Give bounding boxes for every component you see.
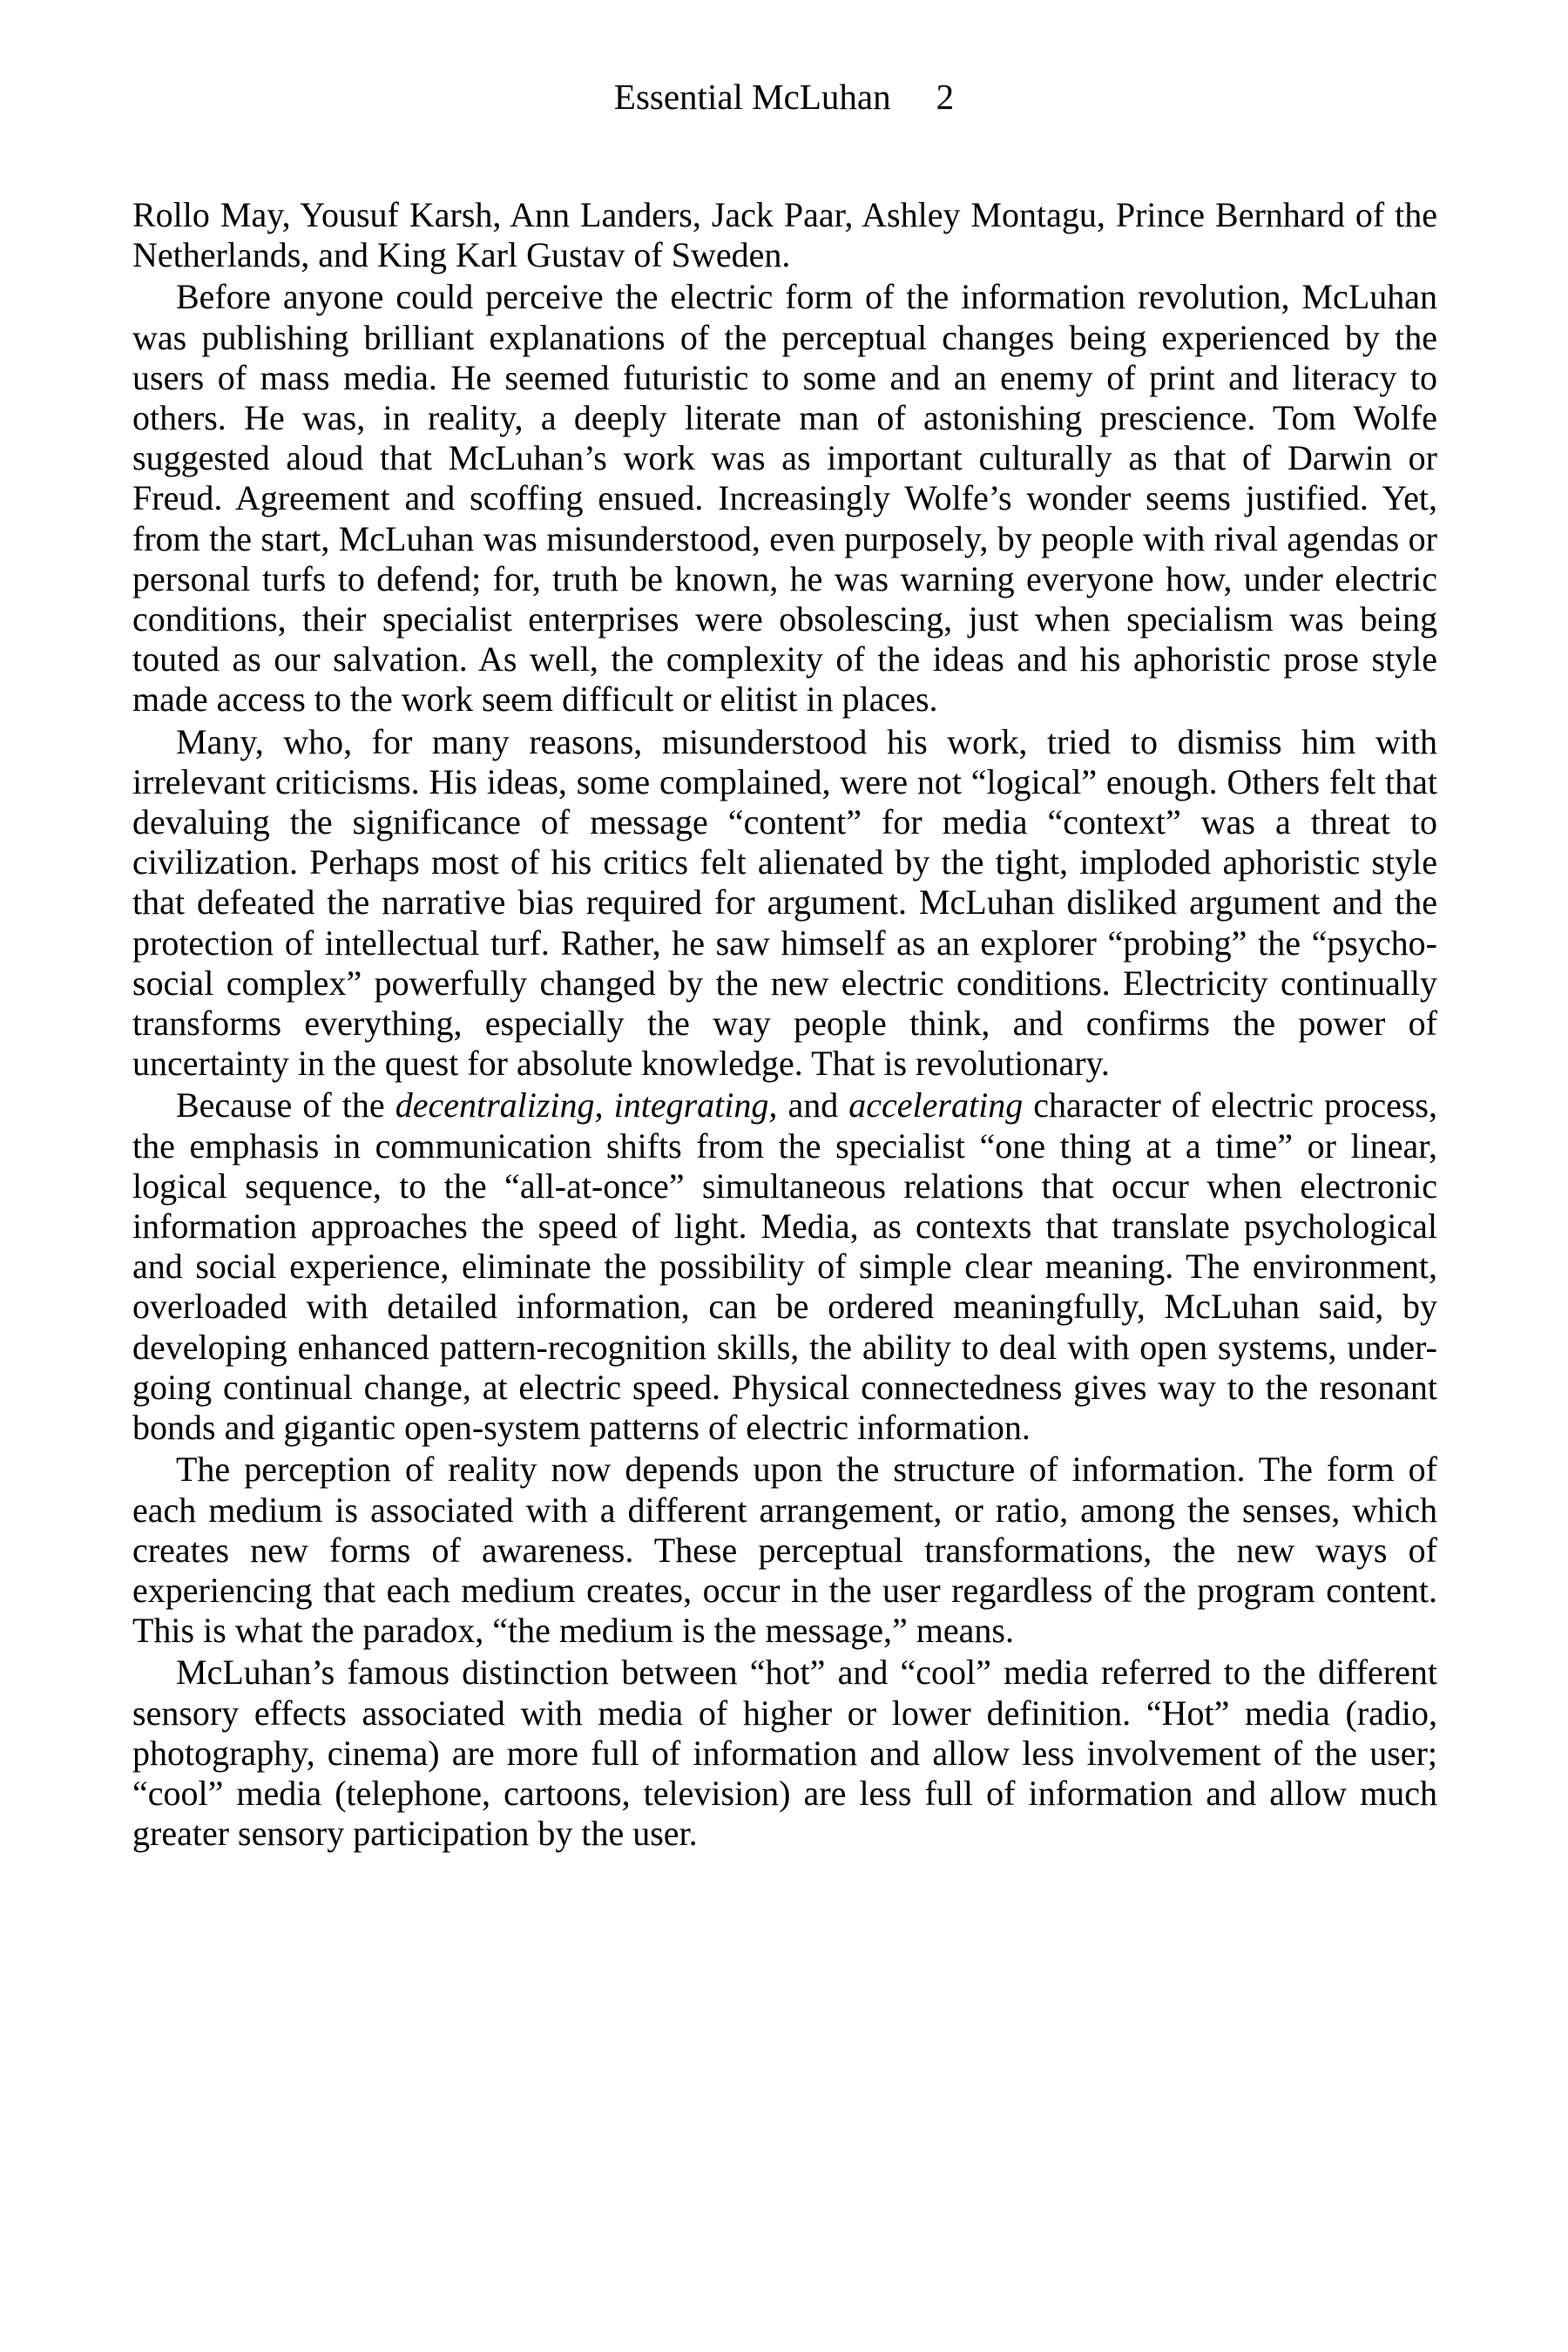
paragraph-text: and xyxy=(777,1085,849,1125)
italic-text: decentralizing, integrating, xyxy=(395,1085,778,1125)
paragraph-text: Rollo May, Yousuf Karsh, Ann Landers, Jack Paar, Ashley Montagu, Prince Bernhard of the Netherlands, and King Karl Gustav of Sweden. xyxy=(132,195,1437,275)
paragraph xyxy=(132,1085,1437,1448)
paragraph xyxy=(132,1652,1437,1854)
running-header xyxy=(0,77,1568,117)
page-number: 2 xyxy=(936,77,955,117)
paragraph-text: McLuhan’s famous distinction between “hot” and “cool” media referred to the different sensory effects associated with media of higher or lower definition. “Hot” media (radio, photography, cinema) are more full of information and allow less involvement of the user; “cool” media (telephone, cartoons, television) are less full of information and allow much greater sensory participation by the user. xyxy=(132,1652,1437,1854)
body-text xyxy=(132,195,1437,1854)
paragraph xyxy=(132,277,1437,720)
paragraph xyxy=(132,722,1437,1085)
paragraph-text: Because of the xyxy=(176,1085,395,1125)
paragraph xyxy=(132,195,1437,275)
paragraph-text: Many, who, for many reasons, misunderstood his work, tried to dismiss him with irrelevant criticisms. His ideas, some complained, were not “logical” enough. Others felt that devaluing the significance of message “content” for media “context” was a threat to civilization. Perhaps most of his critics felt alienated by the tight, imploded aphoristic style that defeated the narrative bias required for argument. McLuhan disliked argument and the protection of intellectual turf. Rather, he saw himself as an explorer “probing” the “psycho-social complex” powerfully changed by the new electric conditions. Electricity continually transforms everything, especially the way people think, and confirms the power of uncertainty in the quest for absolute knowledge. That is revolutionary. xyxy=(132,721,1437,1084)
paragraph-text: Before anyone could perceive the electric form of the information revolution, McLuhan was publishing brilliant explanations of the perceptual changes being experienced by the users of mass media. He seemed futuristic to some and an enemy of print and literacy to others. He was, in reality, a deeply literate man of astonishing prescience. Tom Wolfe suggested aloud that McLuhan’s work was as important culturally as that of Darwin or Freud. Agreement and scoffing ensued. Increasingly Wolfe’s wonder seems justified. Yet, from the start, McLuhan was misunderstood, even purposely, by people with rival agendas or personal turfs to defend; for, truth be known, he was warning everyone how, under electric conditions, their specialist enterprises were obsolescing, just when specialism was being touted as our salvation. As well, the complexity of the ideas and his aphoristic prose style made access to the work seem difficult or elitist in places. xyxy=(132,277,1437,720)
paragraph-text: The perception of reality now depends upon the structure of information. The form of each medium is associated with a different arrangement, or ratio, among the senses, which creates new forms of awareness. These perceptual transformations, the new ways of experiencing that each medium creates, occur in the user regardless of the program content. This is what the paradox, “the medium is the message,” means. xyxy=(132,1450,1437,1651)
italic-text: accelerating xyxy=(848,1085,1024,1125)
paragraph-text: character of electric process, the emphasis in communication shifts from the specialist “one thing at a time” or linear, logical sequence, to the “all-at-once” simultaneous relations that occur when electronic information approaches the speed of light. Media, as contexts that translate psychological and social experience, eliminate the possibility of simple clear meaning. The environment, overloaded with detailed information, can be ordered meaningfully, McLuhan said, by developing enhanced pattern-recognition skills, the ability to deal with open systems, under-going continual change, at electric speed. Physical connectedness gives way to the resonant bonds and gigantic open-system patterns of electric information. xyxy=(132,1085,1437,1448)
header-title: Essential McLuhan xyxy=(613,77,891,117)
paragraph xyxy=(132,1450,1437,1651)
